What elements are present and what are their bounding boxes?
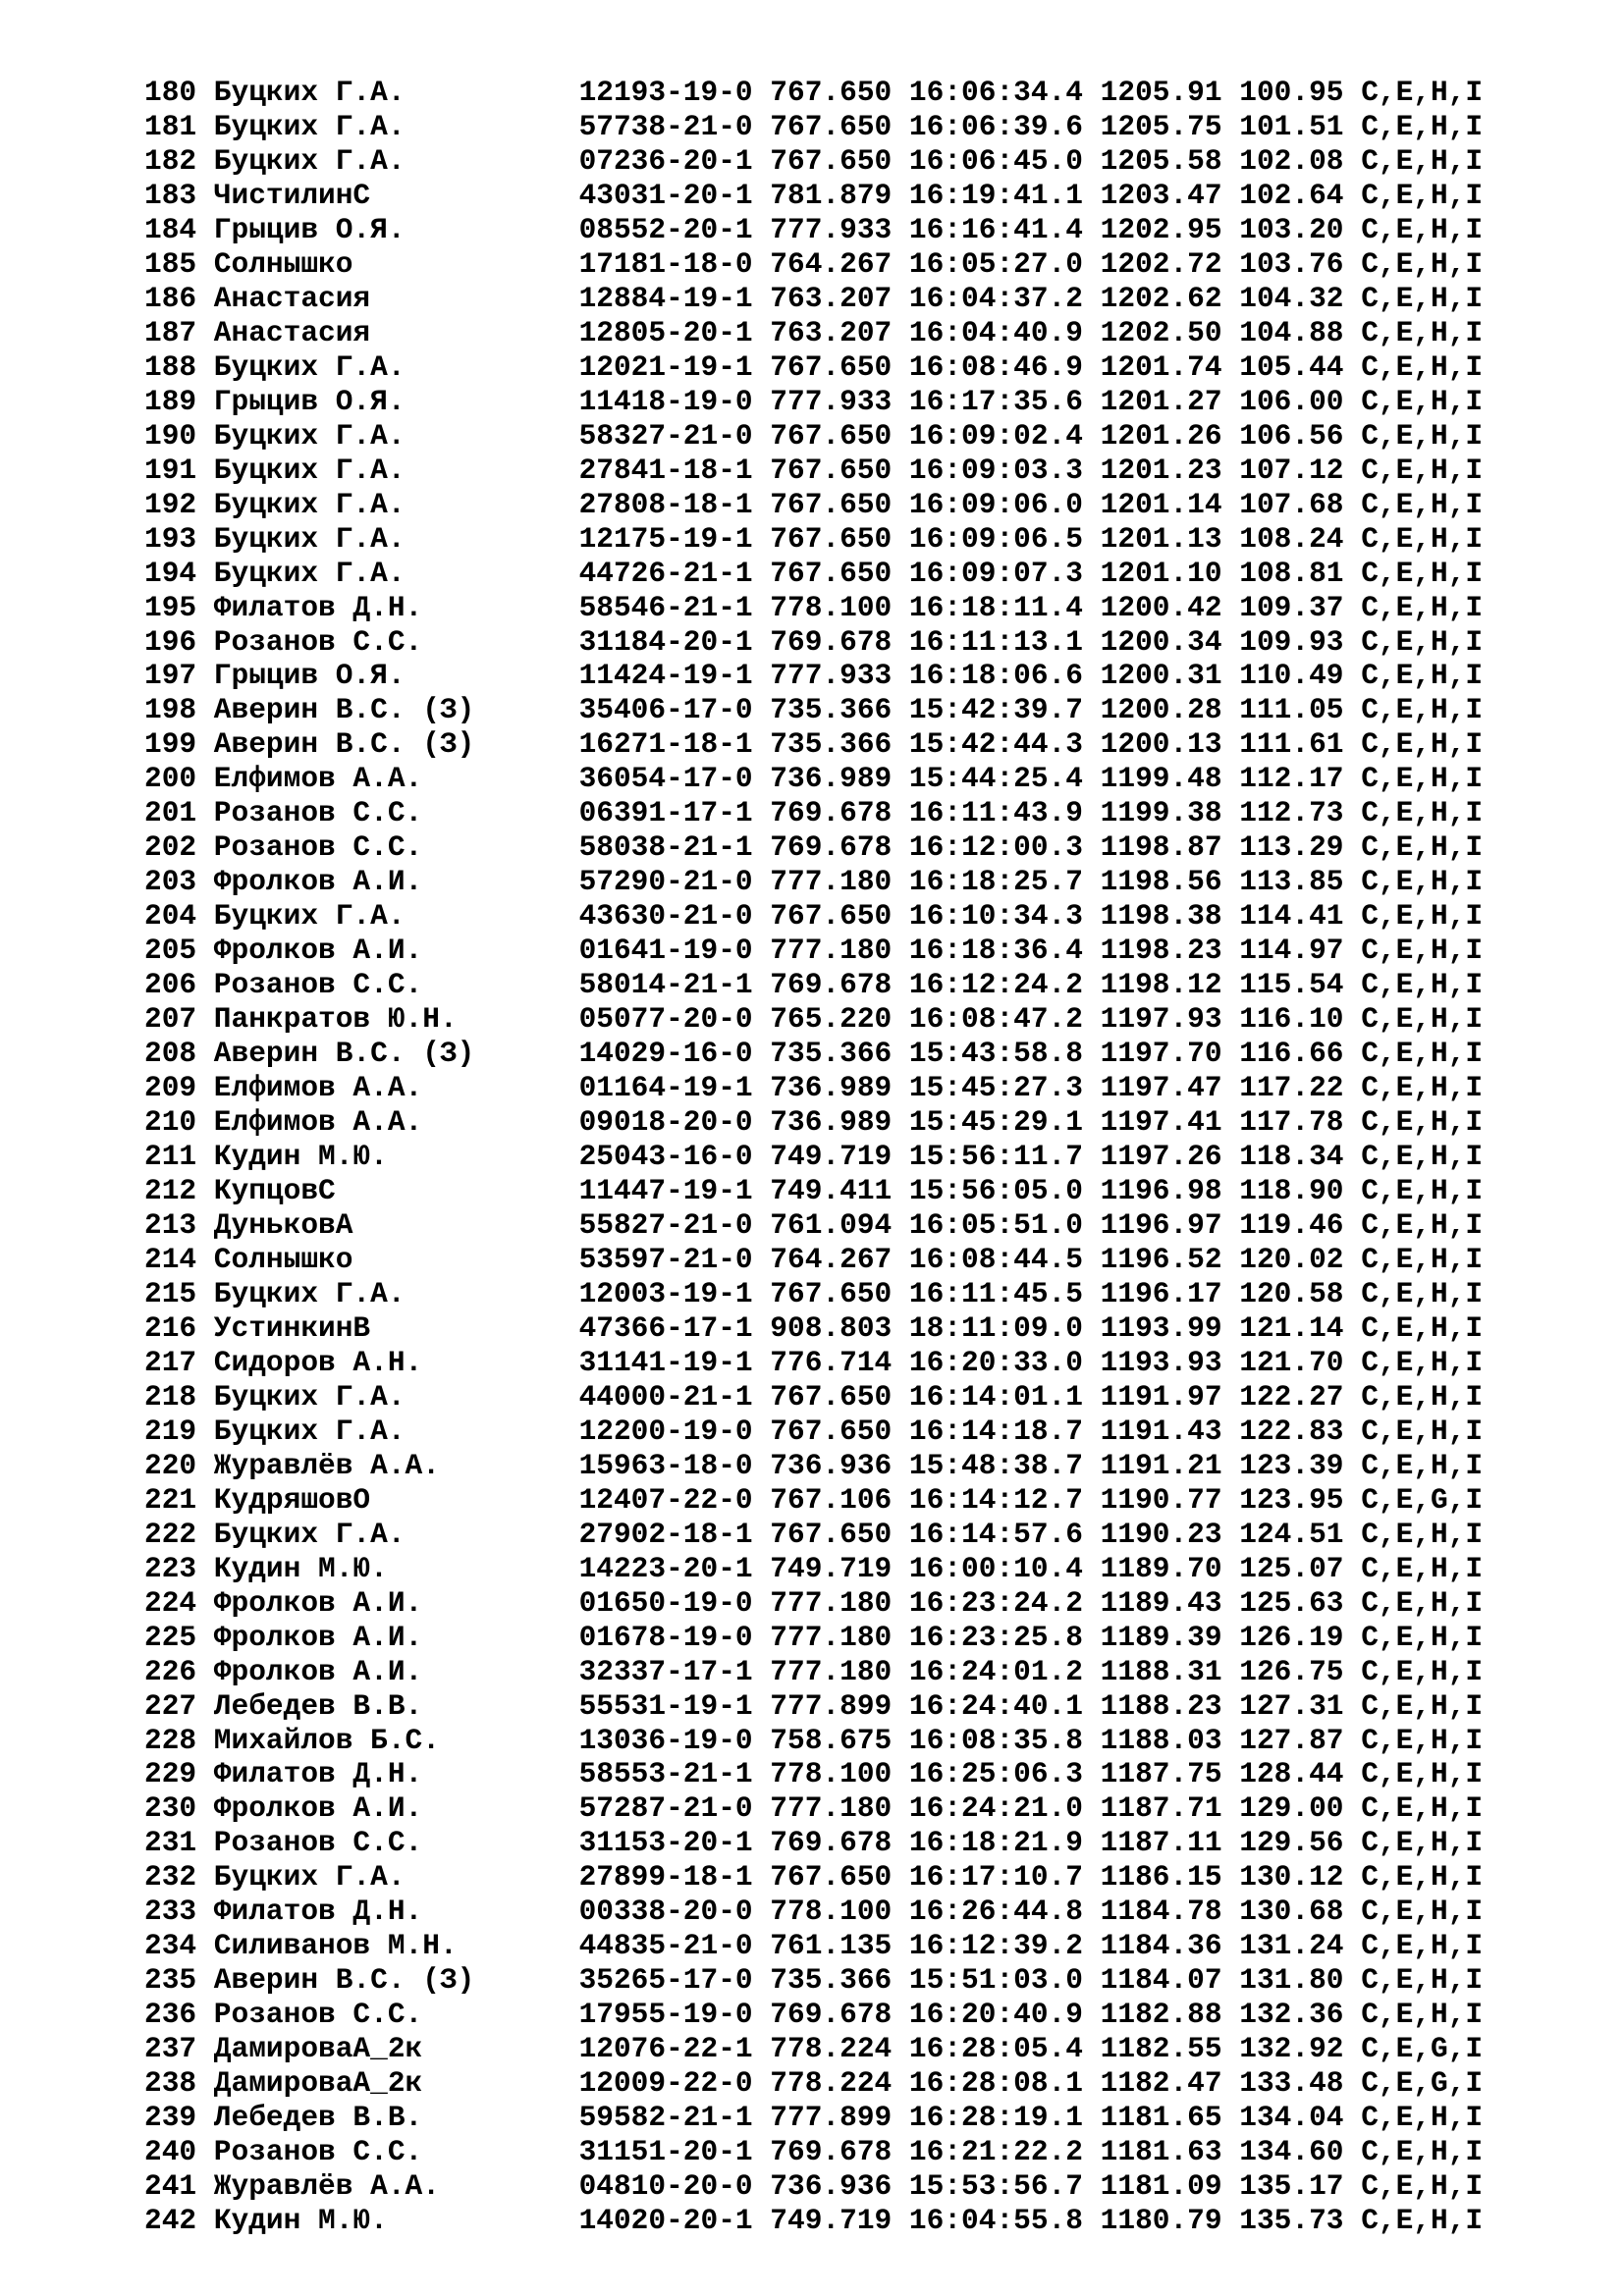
table-row: 185 Солнышко 17181-18-0 764.267 16:05:27.0 1202.72 103.76 C,E,H,I xyxy=(144,246,1484,281)
table-row: 188 Буцких Г.А. 12021-19-1 767.650 16:08:46.9 1201.74 105.44 C,E,H,I xyxy=(144,349,1484,384)
table-row: 219 Буцких Г.А. 12200-19-0 767.650 16:14:18.7 1191.43 122.83 C,E,H,I xyxy=(144,1414,1484,1448)
table-row: 227 Лебедев В.В. 55531-19-1 777.899 16:24:40.1 1188.23 127.31 C,E,H,I xyxy=(144,1688,1484,1723)
table-row: 186 Анастасия 12884-19-1 763.207 16:04:37.2 1202.62 104.32 C,E,H,I xyxy=(144,281,1484,315)
table-row: 234 Силиванов М.Н. 44835-21-0 761.135 16:12:39.2 1184.36 131.24 C,E,H,I xyxy=(144,1929,1484,1963)
table-row: 206 Розанов С.С. 58014-21-1 769.678 16:12:24.2 1198.12 115.54 C,E,H,I xyxy=(144,968,1484,1002)
table-row: 228 Михайлов Б.С. 13036-19-0 758.675 16:08:35.8 1188.03 127.87 C,E,H,I xyxy=(144,1723,1484,1757)
table-row: 212 КупцовС 11447-19-1 749.411 15:56:05.0 1196.98 118.90 C,E,H,I xyxy=(144,1174,1484,1207)
table-row: 194 Буцких Г.А. 44726-21-1 767.650 16:09:07.3 1201.10 108.81 C,E,H,I xyxy=(144,556,1484,590)
table-row: 196 Розанов С.С. 31184-20-1 769.678 16:11:13.1 1200.34 109.93 C,E,H,I xyxy=(144,624,1484,659)
table-row: 209 Елфимов А.А. 01164-19-1 736.989 15:45:27.3 1197.47 117.22 C,E,H,I xyxy=(144,1071,1484,1105)
table-row: 181 Буцких Г.А. 57738-21-0 767.650 16:06:39.6 1205.75 101.51 C,E,H,I xyxy=(144,109,1484,143)
table-row: 200 Елфимов А.А. 36054-17-0 736.989 15:44:25.4 1199.48 112.17 C,E,H,I xyxy=(144,762,1484,796)
table-row: 233 Филатов Д.Н. 00338-20-0 778.100 16:26:44.8 1184.78 130.68 C,E,H,I xyxy=(144,1895,1484,1929)
table-row: 222 Буцких Г.А. 27902-18-1 767.650 16:14:57.6 1190.23 124.51 C,E,H,I xyxy=(144,1517,1484,1551)
table-row: 197 Грыцив О.Я. 11424-19-1 777.933 16:18:06.6 1200.31 110.49 C,E,H,I xyxy=(144,659,1484,693)
table-row: 238 ДамироваА_2к 12009-22-0 778.224 16:28:08.1 1182.47 133.48 C,E,G,I xyxy=(144,2066,1484,2101)
table-row: 229 Филатов Д.Н. 58553-21-1 778.100 16:25:06.3 1187.75 128.44 C,E,H,I xyxy=(144,1757,1484,1791)
table-row: 190 Буцких Г.А. 58327-21-0 767.650 16:09:02.4 1201.26 106.56 C,E,H,I xyxy=(144,418,1484,453)
table-row: 235 Аверин В.С. (З) 35265-17-0 735.366 15:51:03.0 1184.07 131.80 C,E,H,I xyxy=(144,1963,1484,1998)
table-row: 199 Аверин В.С. (З) 16271-18-1 735.366 15:42:44.3 1200.13 111.61 C,E,H,I xyxy=(144,727,1484,762)
table-row: 210 Елфимов А.А. 09018-20-0 736.989 15:45:29.1 1197.41 117.78 C,E,H,I xyxy=(144,1105,1484,1140)
table-row: 204 Буцких Г.А. 43630-21-0 767.650 16:10:34.3 1198.38 114.41 C,E,H,I xyxy=(144,899,1484,934)
table-row: 224 Фролков А.И. 01650-19-0 777.180 16:23:24.2 1189.43 125.63 C,E,H,I xyxy=(144,1585,1484,1620)
table-row: 203 Фролков А.И. 57290-21-0 777.180 16:18:25.7 1198.56 113.85 C,E,H,I xyxy=(144,865,1484,899)
table-row: 213 ДуньковА 55827-21-0 761.094 16:05:51.0 1196.97 119.46 C,E,H,I xyxy=(144,1207,1484,1242)
table-row: 242 Кудин М.Ю. 14020-20-1 749.719 16:04:55.8 1180.79 135.73 C,E,H,I xyxy=(144,2204,1484,2238)
table-row: 226 Фролков А.И. 32337-17-1 777.180 16:24:01.2 1188.31 126.75 C,E,H,I xyxy=(144,1654,1484,1688)
table-row: 220 Журавлёв А.А. 15963-18-0 736.936 15:48:38.7 1191.21 123.39 C,E,H,I xyxy=(144,1448,1484,1482)
table-row: 191 Буцких Г.А. 27841-18-1 767.650 16:09:03.3 1201.23 107.12 C,E,H,I xyxy=(144,453,1484,487)
table-row: 182 Буцких Г.А. 07236-20-1 767.650 16:06:45.0 1205.58 102.08 C,E,H,I xyxy=(144,143,1484,178)
table-row: 217 Сидоров А.Н. 31141-19-1 776.714 16:20:33.0 1193.93 121.70 C,E,H,I xyxy=(144,1345,1484,1379)
table-row: 189 Грыцив О.Я. 11418-19-0 777.933 16:17:35.6 1201.27 106.00 C,E,H,I xyxy=(144,384,1484,418)
table-row: 192 Буцких Г.А. 27808-18-1 767.650 16:09:06.0 1201.14 107.68 C,E,H,I xyxy=(144,487,1484,521)
table-row: 214 Солнышко 53597-21-0 764.267 16:08:44.5 1196.52 120.02 C,E,H,I xyxy=(144,1242,1484,1276)
table-row: 230 Фролков А.И. 57287-21-0 777.180 16:24:21.0 1187.71 129.00 C,E,H,I xyxy=(144,1791,1484,1826)
table-row: 187 Анастасия 12805-20-1 763.207 16:04:40.9 1202.50 104.88 C,E,H,I xyxy=(144,315,1484,349)
table-row: 202 Розанов С.С. 58038-21-1 769.678 16:12:00.3 1198.87 113.29 C,E,H,I xyxy=(144,830,1484,865)
table-row: 211 Кудин М.Ю. 25043-16-0 749.719 15:56:11.7 1197.26 118.34 C,E,H,I xyxy=(144,1140,1484,1174)
table-row: 221 КудряшовО 12407-22-0 767.106 16:14:12.7 1190.77 123.95 C,E,G,I xyxy=(144,1482,1484,1517)
table-row: 239 Лебедев В.В. 59582-21-1 777.899 16:28:19.1 1181.65 134.04 C,E,H,I xyxy=(144,2101,1484,2135)
table-row: 241 Журавлёв А.А. 04810-20-0 736.936 15:53:56.7 1181.09 135.17 C,E,H,I xyxy=(144,2169,1484,2204)
table-row: 201 Розанов С.С. 06391-17-1 769.678 16:11:43.9 1199.38 112.73 C,E,H,I xyxy=(144,796,1484,830)
table-row: 215 Буцких Г.А. 12003-19-1 767.650 16:11:45.5 1196.17 120.58 C,E,H,I xyxy=(144,1276,1484,1310)
table-row: 195 Филатов Д.Н. 58546-21-1 778.100 16:18:11.4 1200.42 109.37 C,E,H,I xyxy=(144,590,1484,624)
table-row: 225 Фролков А.И. 01678-19-0 777.180 16:23:25.8 1189.39 126.19 C,E,H,I xyxy=(144,1620,1484,1654)
results-table xyxy=(144,76,1483,2238)
table-row: 237 ДамироваА_2к 12076-22-1 778.224 16:28:05.4 1182.55 132.92 C,E,G,I xyxy=(144,2032,1484,2066)
table-row: 184 Грыцив О.Я. 08552-20-1 777.933 16:16:41.4 1202.95 103.20 C,E,H,I xyxy=(144,212,1484,246)
table-row: 218 Буцких Г.А. 44000-21-1 767.650 16:14:01.1 1191.97 122.27 C,E,H,I xyxy=(144,1379,1484,1414)
table-row: 231 Розанов С.С. 31153-20-1 769.678 16:18:21.9 1187.11 129.56 C,E,H,I xyxy=(144,1826,1484,1860)
table-row: 207 Панкратов Ю.Н. 05077-20-0 765.220 16:08:47.2 1197.93 116.10 C,E,H,I xyxy=(144,1002,1484,1037)
table-row: 208 Аверин В.С. (З) 14029-16-0 735.366 15:43:58.8 1197.70 116.66 C,E,H,I xyxy=(144,1037,1484,1071)
table-row: 236 Розанов С.С. 17955-19-0 769.678 16:20:40.9 1182.88 132.36 C,E,H,I xyxy=(144,1998,1484,2032)
table-row: 240 Розанов С.С. 31151-20-1 769.678 16:21:22.2 1181.63 134.60 C,E,H,I xyxy=(144,2135,1484,2169)
table-row: 232 Буцких Г.А. 27899-18-1 767.650 16:17:10.7 1186.15 130.12 C,E,H,I xyxy=(144,1860,1484,1895)
table-row: 183 ЧистилинС 43031-20-1 781.879 16:19:41.1 1203.47 102.64 C,E,H,I xyxy=(144,178,1484,212)
table-row: 193 Буцких Г.А. 12175-19-1 767.650 16:09:06.5 1201.13 108.24 C,E,H,I xyxy=(144,521,1484,556)
table-row: 216 УстинкинВ 47366-17-1 908.803 18:11:09.0 1193.99 121.14 C,E,H,I xyxy=(144,1310,1484,1345)
table-row: 198 Аверин В.С. (З) 35406-17-0 735.366 15:42:39.7 1200.28 111.05 C,E,H,I xyxy=(144,693,1484,727)
table-row: 205 Фролков А.И. 01641-19-0 777.180 16:18:36.4 1198.23 114.97 C,E,H,I xyxy=(144,934,1484,968)
table-row: 180 Буцких Г.А. 12193-19-0 767.650 16:06:34.4 1205.91 100.95 C,E,H,I xyxy=(144,76,1484,109)
table-row: 223 Кудин М.Ю. 14223-20-1 749.719 16:00:10.4 1189.70 125.07 C,E,H,I xyxy=(144,1551,1484,1585)
